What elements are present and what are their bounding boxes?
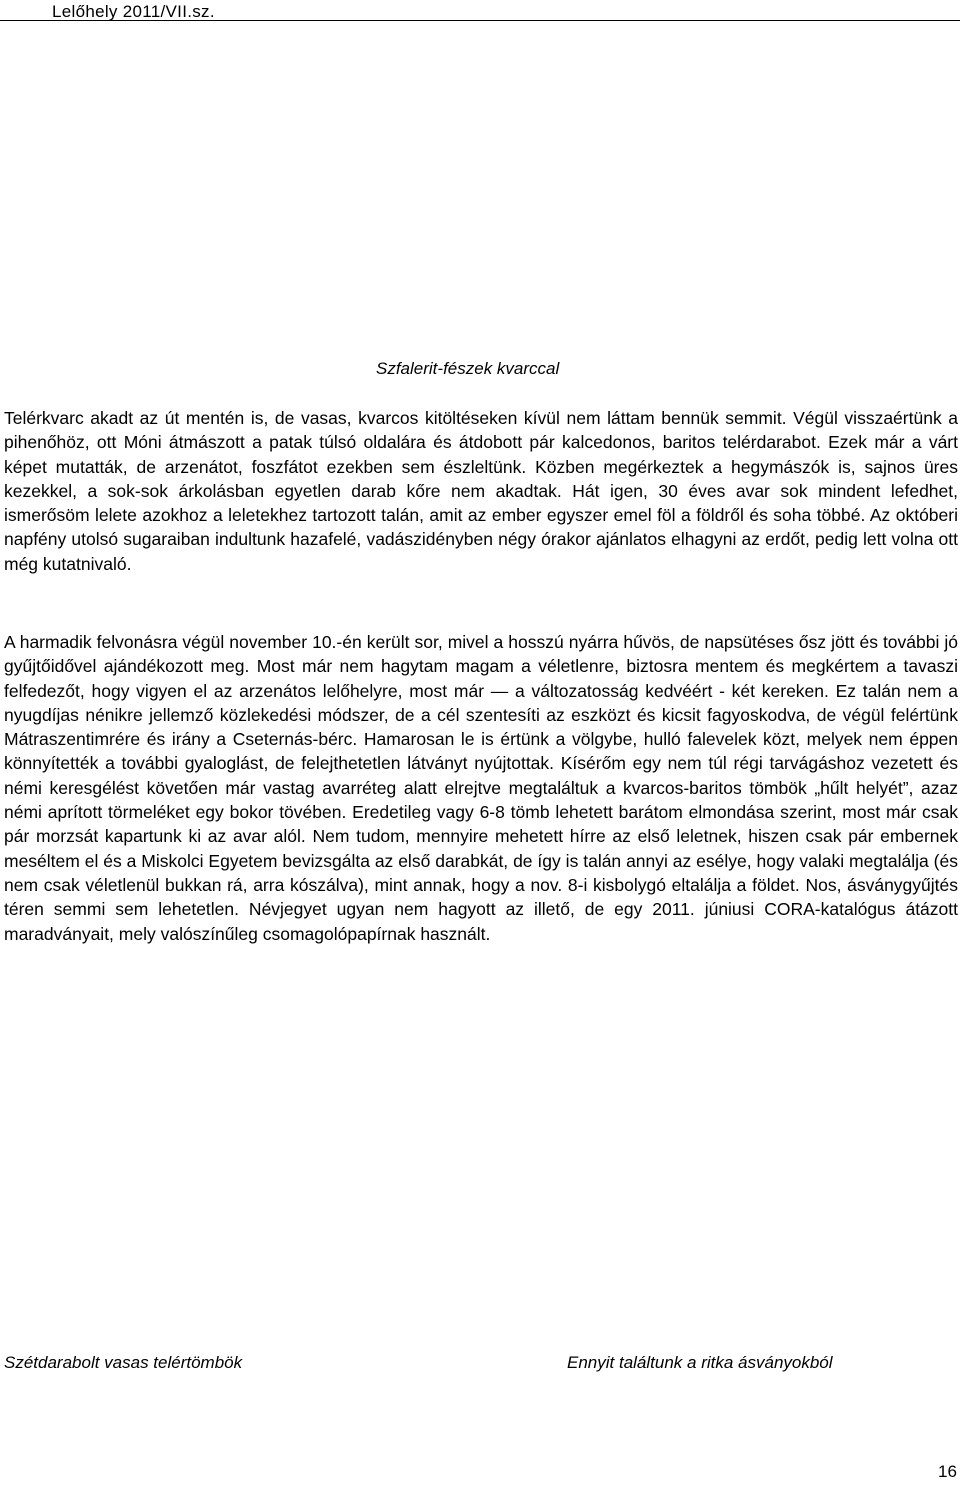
header-rule [0,20,960,21]
paragraph-2 [4,630,958,946]
photo-caption-bottom-left: Szétdarabolt vasas telértömbök [4,1353,243,1372]
photo-caption-top: Szfalerit-fészek kvarccal [376,359,560,378]
paragraph-1 [4,406,958,576]
paragraph-1-text: Telérkvarc akadt az út mentén is, de vasas, kvarcos kitöltéseken kívül nem láttam bennük semmit. Végül visszaértünk a pihenőhöz, ott Móni átmászott a patak túlsó oldalára és átdobott pár kalcedonos, baritos telérdarabot. Ezek már a várt képet mutatták, de arzenátot, foszfátot ezekben sem észleltünk. Közben megérkeztek a hegymászók is, sajnos üres kezekkel, a sok-sok árkolásban egyetlen darab kőre nem akadtak. Hát igen, 30 éves avar sok mindent lefedhet, ismerősöm lelete azokhoz a leletekhez tartozott talán, amit az ember egyszer emel föl a földről és soha többé. Az októberi napfény utolsó sugaraiban indultunk hazafelé, vadászidényben négy órakor ajánlatos elhagyni az erdőt, pedig lett volna ott még kutatnivaló. [4,408,958,574]
paragraph-2-text: A harmadik felvonásra végül november 10.-én került sor, mivel a hosszú nyárra hűvös, de napsütéses ősz jött és további jó gyűjtőidővel ajándékozott meg. Most már nem hagytam magam a véletlenre, biztosra mentem és megkértem a tavaszi felfedezőt, hogy vigyen el az arzenátos lelőhelyre, most már — a változatosság kedvéért - két kereken. Ez talán nem a nyugdíjas nénikre jellemző közlekedési módszer, de a cél szentesíti az eszközt és kicsit fagyoskodva, de végül felértünk Mátraszentimrére és irány a Cseternás-bérc. Hamarosan le is értünk a völgybe, hulló falevelek közt, melyek nem éppen könnyítették a további gyaloglást, de felejthetetlen látványt nyújtottak. Kísérőm egy nem túl régi tarvágáshoz vezetett és némi keresgélést követően már vastag avarréteg alatt elrejtve megtaláltuk a kvarcos-baritos tömbök „hűlt helyét”, azaz némi aprított törmeléket egy bokor tövében. Eredetileg vagy 6-8 tömb lehetett barátom elmondása szerint, most már csak pár morzsát kapartunk ki az avar alól. Nem tudom, mennyire mehetett hírre az első leletnek, hiszen csak pár embernek meséltem el és a Miskolci Egyetem bevizsgálta az első darabkát, de így is talán annyi az esélye, hogy valaki megtalálja (és nem csak véletlenül bukkan rá, arra kószálva), mint annak, hogy a nov. 8-i kisbolygó eltalálja a földet. Nos, ásványgyűjtés téren semmi sem lehetetlen. Névjegyet ugyan nem hagyott az illető, de egy 2011. júniusi CORA-katalógus átázott maradványait, mely valószínűleg csomagolópapírnak használt. [4,632,958,944]
running-header: Lelőhely 2011/VII.sz. [52,2,215,21]
photo-caption-bottom-right: Ennyit találtunk a ritka ásványokból [567,1353,833,1372]
page-number: 16 [938,1462,957,1481]
